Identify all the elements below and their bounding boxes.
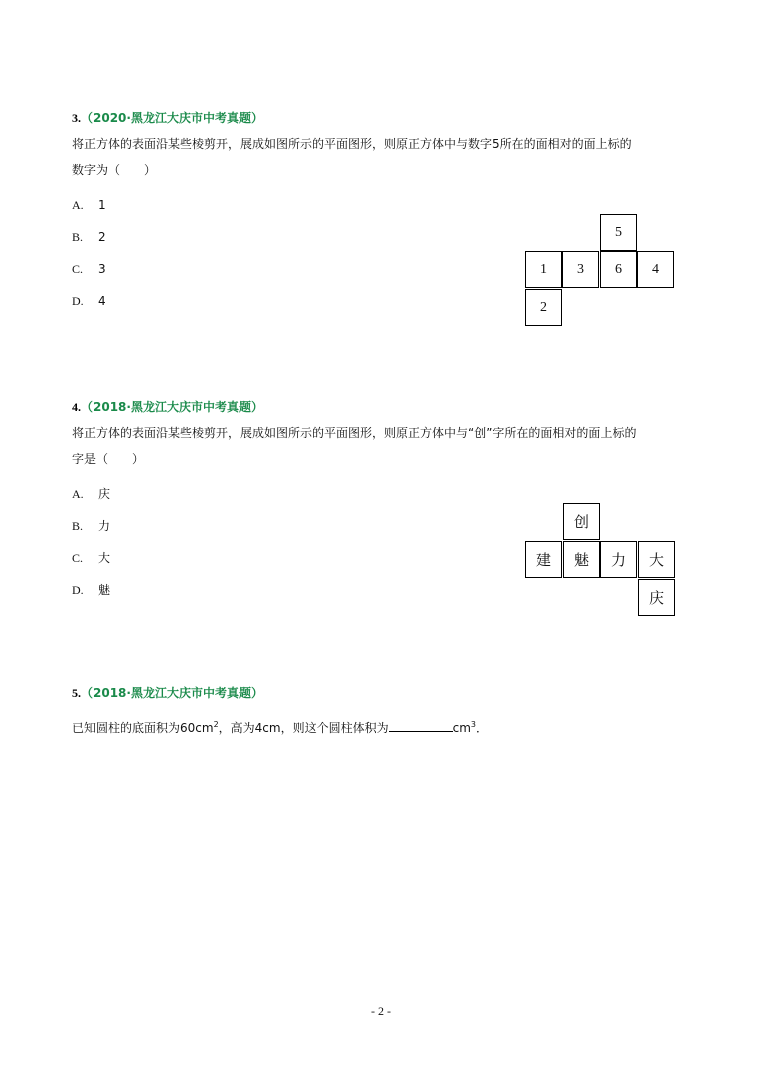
option-a: A. 庆 [72, 487, 111, 501]
question-header [72, 109, 692, 127]
question-stem [72, 420, 692, 472]
option-c: C. 大 [72, 551, 111, 565]
net-cell: 庆 [638, 579, 675, 616]
question-stem [72, 131, 692, 183]
question-stem: 已知圆柱的底面积为$60cm^2$，高为4cm，则这个圆柱体积为 $cm^3$． [72, 712, 692, 741]
net-cell: 魅 [563, 541, 600, 578]
net-cell: 1 [525, 251, 562, 288]
net-cell: 6 [600, 251, 637, 288]
question-header [72, 684, 692, 702]
net-cell: 大 [638, 541, 675, 578]
net-cell: 3 [562, 251, 599, 288]
question-source: （2018·黑龙江大庆市中考真题） [81, 400, 263, 414]
question-source: （2020·黑龙江大庆市中考真题） [81, 111, 263, 125]
net-cell: 5 [600, 214, 637, 251]
question-3 [72, 109, 692, 317]
option-d: D. 4 [72, 294, 106, 308]
net-cell: 4 [637, 251, 674, 288]
net-cell: 创 [563, 503, 600, 540]
question-number: 5. [72, 686, 81, 700]
page-number: - 2 - [371, 1004, 391, 1018]
option-d: D. 魅 [72, 583, 111, 597]
option-b: B. 2 [72, 230, 106, 244]
stem-line: 将正方体的表面沿某些棱剪开，展成如图所示的平面图形，则原正方体中与数字5所在的面相对的面上标的 [72, 137, 632, 151]
option-b: B. 力 [72, 519, 111, 533]
question-5 [72, 684, 692, 741]
stem-line: 将正方体的表面沿某些棱剪开，展成如图所示的平面图形，则原正方体中与“创”字所在的面相对的面上标的 [72, 426, 637, 440]
question-header [72, 398, 692, 416]
net-cell: 2 [525, 289, 562, 326]
options-list [72, 189, 692, 317]
option-a: A. 1 [72, 198, 106, 212]
option-c: C. 3 [72, 262, 106, 276]
question-source: （2018·黑龙江大庆市中考真题） [81, 686, 263, 700]
net-cell: 建 [525, 541, 562, 578]
stem-line: 字是（ ） [72, 452, 145, 466]
net-cell: 力 [600, 541, 637, 578]
question-number: 4. [72, 400, 81, 414]
question-number: 3. [72, 111, 81, 125]
stem-line: 数字为（ ） [72, 163, 157, 177]
answer-blank[interactable] [389, 717, 453, 732]
